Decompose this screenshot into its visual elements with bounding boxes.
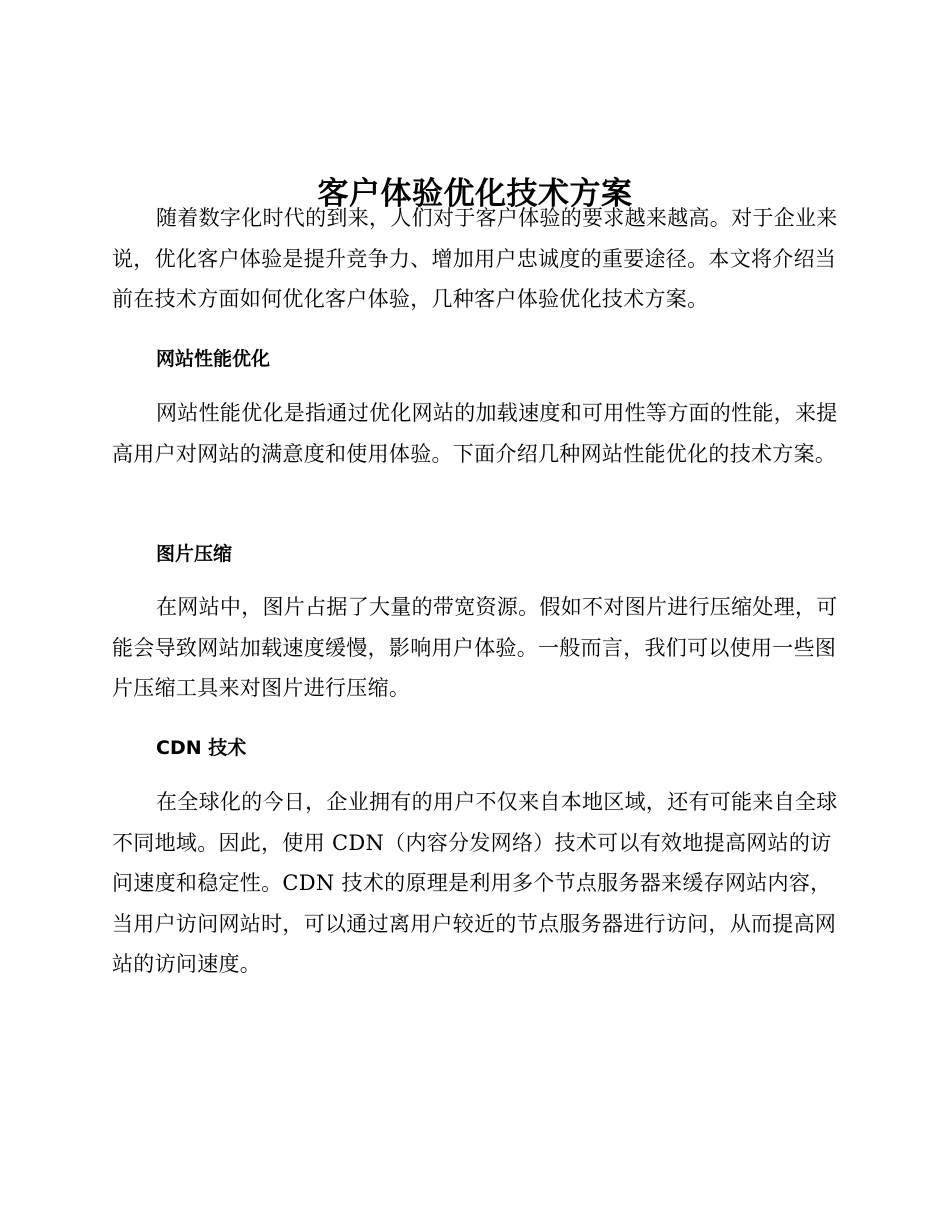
intro-paragraph: 随着数字化时代的到来，人们对于客户体验的要求越来越高。对于企业来说，优化客户体验是提升竞争力、增加用户忠诚度的重要途径。本文将介绍当前在技术方面如何优化客户体验，几种客户体验优化技术方案。 bbox=[112, 206, 838, 311]
section-body-cdn: 在全球化的今日，企业拥有的用户不仅来自本地区域，还有可能来自全球不同地域。因此，使用 CDN（内容分发网络）技术可以有效地提高网站的访问速度和稳定性。CDN 技术的原理是利用多个节点服务器来缓存网站内容，当用户访问网站时，可以通过离用户较近的节点服务器进行访问，从而提高网站的访问速度。 bbox=[112, 790, 838, 976]
section-body-image-compression: 在网站中，图片占据了大量的带宽资源。假如不对图片进行压缩处理，可能会导致网站加载速度缓慢，影响用户体验。一般而言，我们可以使用一些图片压缩工具来对图片进行压缩。 bbox=[112, 595, 838, 700]
section-heading-cdn: CDN 技术 bbox=[156, 737, 247, 759]
section-heading-image-compression: 图片压缩 bbox=[156, 543, 233, 565]
section-body-website-performance: 网站性能优化是指通过优化网站的加载速度和可用性等方面的性能，来提高用户对网站的满意度和使用体验。下面介绍几种网站性能优化的技术方案。 bbox=[112, 401, 838, 466]
section-heading-website-performance: 网站性能优化 bbox=[156, 348, 271, 370]
document-title: 客户体验优化技术方案 bbox=[317, 175, 633, 212]
